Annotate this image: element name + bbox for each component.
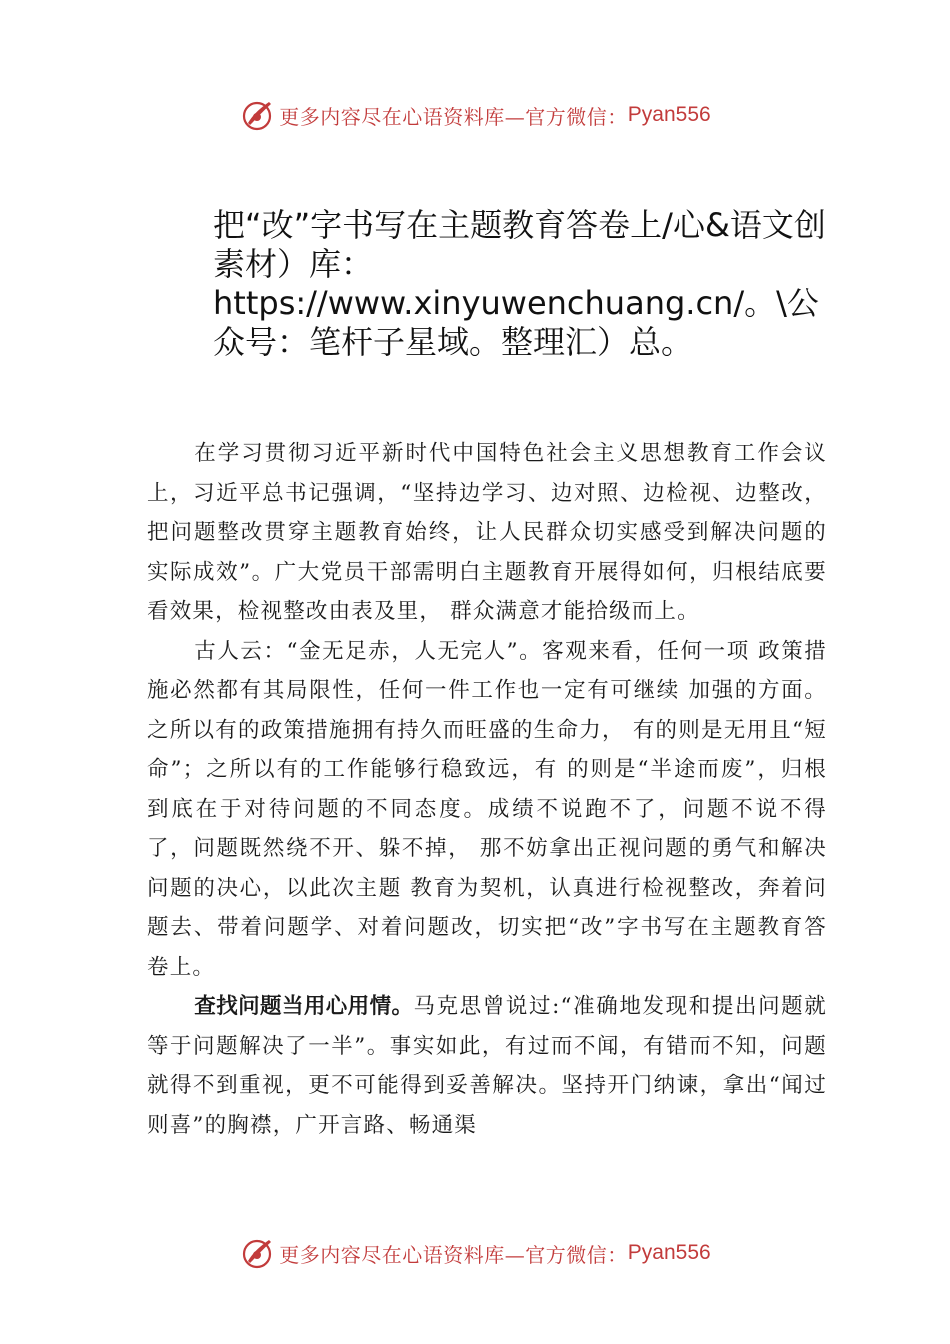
banner-text: 更多内容尽在心语资料库—官方微信： xyxy=(279,1242,628,1267)
header-banner xyxy=(0,95,950,135)
section-lead: 查找问题当用心用情。 xyxy=(194,994,414,1019)
wechat-id: Pyan556 xyxy=(627,1241,711,1264)
document-body xyxy=(147,434,827,1145)
section-paragraph xyxy=(147,987,827,1145)
footer-banner xyxy=(0,1233,950,1273)
brush-logo-icon xyxy=(239,1235,275,1271)
banner-text: 更多内容尽在心语资料库—官方微信： xyxy=(279,104,628,129)
paragraph: 在学习贯彻习近平新时代中国特色社会主义思想教育工作会议上，习近平总书记强调，“坚持边学习、边对照、边检视、边整改，把问题整改贯穿主题教育始终，让人民群众切实感受到解决问题的实际成效”。广大党员干部需明白主题教育开展得如何，归根结底要看效果，检视整改由表及里， 群众满意才能拾级而上。 xyxy=(147,441,827,624)
section-text: 马克思曾说过:“准确地发现和提出问题就等于问题解决了一半”。事实如此，有过而不闻，有错而不知，问题就得不到重视，更不可能得到妥善解决。坚持开门纳谏，拿出“闻过则喜”的胸襟，广开言路、畅通渠 xyxy=(147,994,827,1138)
brush-logo-icon xyxy=(239,97,275,133)
document-title: 把“改”字书写在主题教育答卷上/心&语文创素材）库：https://www.xinyuwenchuang.cn/。\公众号：笔杆子星域。整理汇）总。 xyxy=(213,206,826,361)
wechat-id: Pyan556 xyxy=(627,103,711,126)
paragraph: 古人云：“金无足赤，人无完人”。客观来看，任何一项 政策措施必然都有其局限性，任何一件工作也一定有可继续 加强的方面。之所以有的政策措施拥有持久而旺盛的生命力， 有的则是无用且“短命”；之所以有的工作能够行稳致远，有 的则是“半途而废”，归根到底在于对待问题的不同态度。成绩不说跑不了，问题不说不得了，问题既然绕不开、躲不掉， 那不妨拿出正视问题的勇气和解决问题的决心，以此次主题 教育为契机，认真进行检视整改，奔着问题去、带着问题学、对着问题改，切实把“改”字书写在主题教育答卷上。 xyxy=(147,638,827,980)
